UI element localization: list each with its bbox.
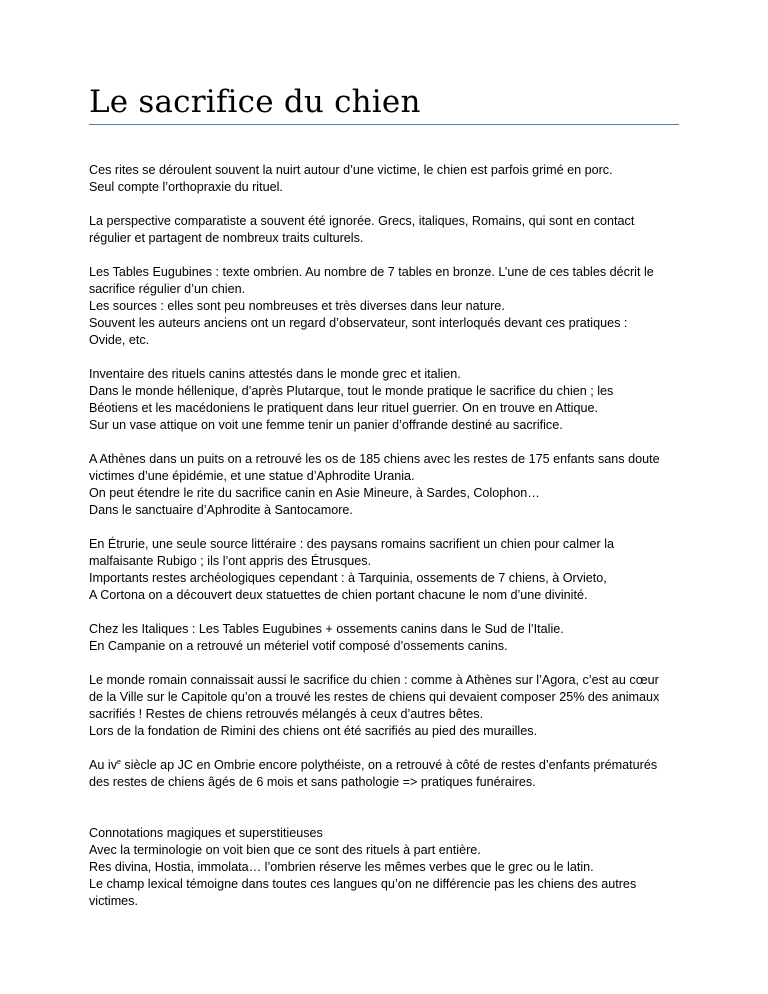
text-line: sacrifice régulier d’un chien. bbox=[89, 282, 246, 296]
text-line: La perspective comparatiste a souvent été ignorée. Grecs, italiques, Romains, qui sont en contact bbox=[89, 214, 635, 228]
paragraph-monde-romain bbox=[89, 672, 679, 740]
paragraph-connotations bbox=[89, 825, 679, 910]
text-line: régulier et partagent de nombreux traits culturels. bbox=[89, 231, 364, 245]
text-line: A Cortona on a découvert deux statuettes de chien portant chacune le nom d’une divinité. bbox=[89, 588, 588, 602]
text-line: Inventaire des rituels canins attestés dans le monde grec et italien. bbox=[89, 367, 461, 381]
text-line: Ces rites se déroulent souvent la nuirt autour d’une victime, le chien est parfois grimé en porc. bbox=[89, 163, 613, 177]
text-line: de la Ville sur le Capitole qu’on a trouvé les restes de chiens qui devaient composer 25% des animaux bbox=[89, 690, 660, 704]
paragraph-rites bbox=[89, 162, 679, 196]
text-line: Les Tables Eugubines : texte ombrien. Au nombre de 7 tables en bronze. L’une de ces tables décrit le bbox=[89, 265, 654, 279]
paragraph-italiques bbox=[89, 621, 679, 655]
text-line: Dans le sanctuaire d’Aphrodite à Santocamore. bbox=[89, 503, 353, 517]
text-line: En Étrurie, une seule source littéraire : des paysans romains sacrifient un chien pour calmer la bbox=[89, 537, 614, 551]
text-fragment: Au iv bbox=[89, 758, 117, 772]
text-line: sacrifiés ! Restes de chiens retrouvés mélangés à ceux d’autres bêtes. bbox=[89, 707, 484, 721]
text-line: Dans le monde héllenique, d’après Plutarque, tout le monde pratique le sacrifice du chien ; les bbox=[89, 384, 614, 398]
text-line: Connotations magiques et superstitieuses bbox=[89, 826, 323, 840]
superscript: e bbox=[117, 759, 121, 766]
text-line: Chez les Italiques : Les Tables Eugubines + ossements canins dans le Sud de l’Italie. bbox=[89, 622, 564, 636]
text-line: A Athènes dans un puits on a retrouvé les os de 185 chiens avec les restes de 175 enfants sans doute bbox=[89, 452, 660, 466]
paragraph-ombrie bbox=[89, 757, 679, 791]
paragraph-inventaire bbox=[89, 366, 679, 434]
paragraph-etrurie bbox=[89, 536, 679, 604]
text-line: Souvent les auteurs anciens ont un regard d’observateur, sont interloqués devant ces pratiques : bbox=[89, 316, 628, 330]
text-line: Avec la terminologie on voit bien que ce sont des rituels à part entière. bbox=[89, 843, 481, 857]
text-line: des restes de chiens âgés de 6 mois et sans pathologie => pratiques funéraires. bbox=[89, 775, 536, 789]
text-line: Sur un vase attique on voit une femme tenir un panier d’offrande destiné au sacrifice. bbox=[89, 418, 563, 432]
page-title: Le sacrifice du chien bbox=[89, 84, 421, 120]
text-line bbox=[89, 757, 679, 774]
paragraph-tables-eugubines bbox=[89, 264, 679, 349]
paragraph-comparatiste bbox=[89, 213, 679, 247]
text-line: victimes. bbox=[89, 894, 138, 908]
text-line: Le monde romain connaissait aussi le sacrifice du chien : comme à Athènes sur l’Agora, c’est au cœur bbox=[89, 673, 659, 687]
text-line: Res divina, Hostia, immolata… l’ombrien réserve les mêmes verbes que le grec ou le latin. bbox=[89, 860, 594, 874]
text-fragment: siècle ap JC en Ombrie encore polythéiste, on a retrouvé à côté de restes d’enfants prématurés bbox=[120, 758, 658, 772]
text-line: On peut étendre le rite du sacrifice canin en Asie Mineure, à Sardes, Colophon… bbox=[89, 486, 540, 500]
text-line: Importants restes archéologiques cependant : à Tarquinia, ossements de 7 chiens, à Orvieto, bbox=[89, 571, 607, 585]
text-line: En Campanie on a retrouvé un méteriel votif composé d’ossements canins. bbox=[89, 639, 508, 653]
text-line: Ovide, etc. bbox=[89, 333, 150, 347]
text-line: Seul compte l’orthopraxie du rituel. bbox=[89, 180, 283, 194]
text-line: Le champ lexical témoigne dans toutes ces langues qu’on ne différencie pas les chiens des autres bbox=[89, 877, 637, 891]
text-line: Béotiens et les macédoniens le pratiquent dans leur rituel guerrier. On en trouve en Attique. bbox=[89, 401, 598, 415]
title-underline bbox=[89, 124, 679, 125]
paragraph-athenes bbox=[89, 451, 679, 519]
document-body bbox=[89, 162, 679, 927]
text-line: victimes d’une épidémie, et une statue d’Aphrodite Urania. bbox=[89, 469, 415, 483]
text-line: Les sources : elles sont peu nombreuses et très diverses dans leur nature. bbox=[89, 299, 505, 313]
text-line: Lors de la fondation de Rimini des chiens ont été sacrifiés au pied des murailles. bbox=[89, 724, 538, 738]
text-line: malfaisante Rubigo ; ils l’ont appris des Étrusques. bbox=[89, 554, 372, 568]
